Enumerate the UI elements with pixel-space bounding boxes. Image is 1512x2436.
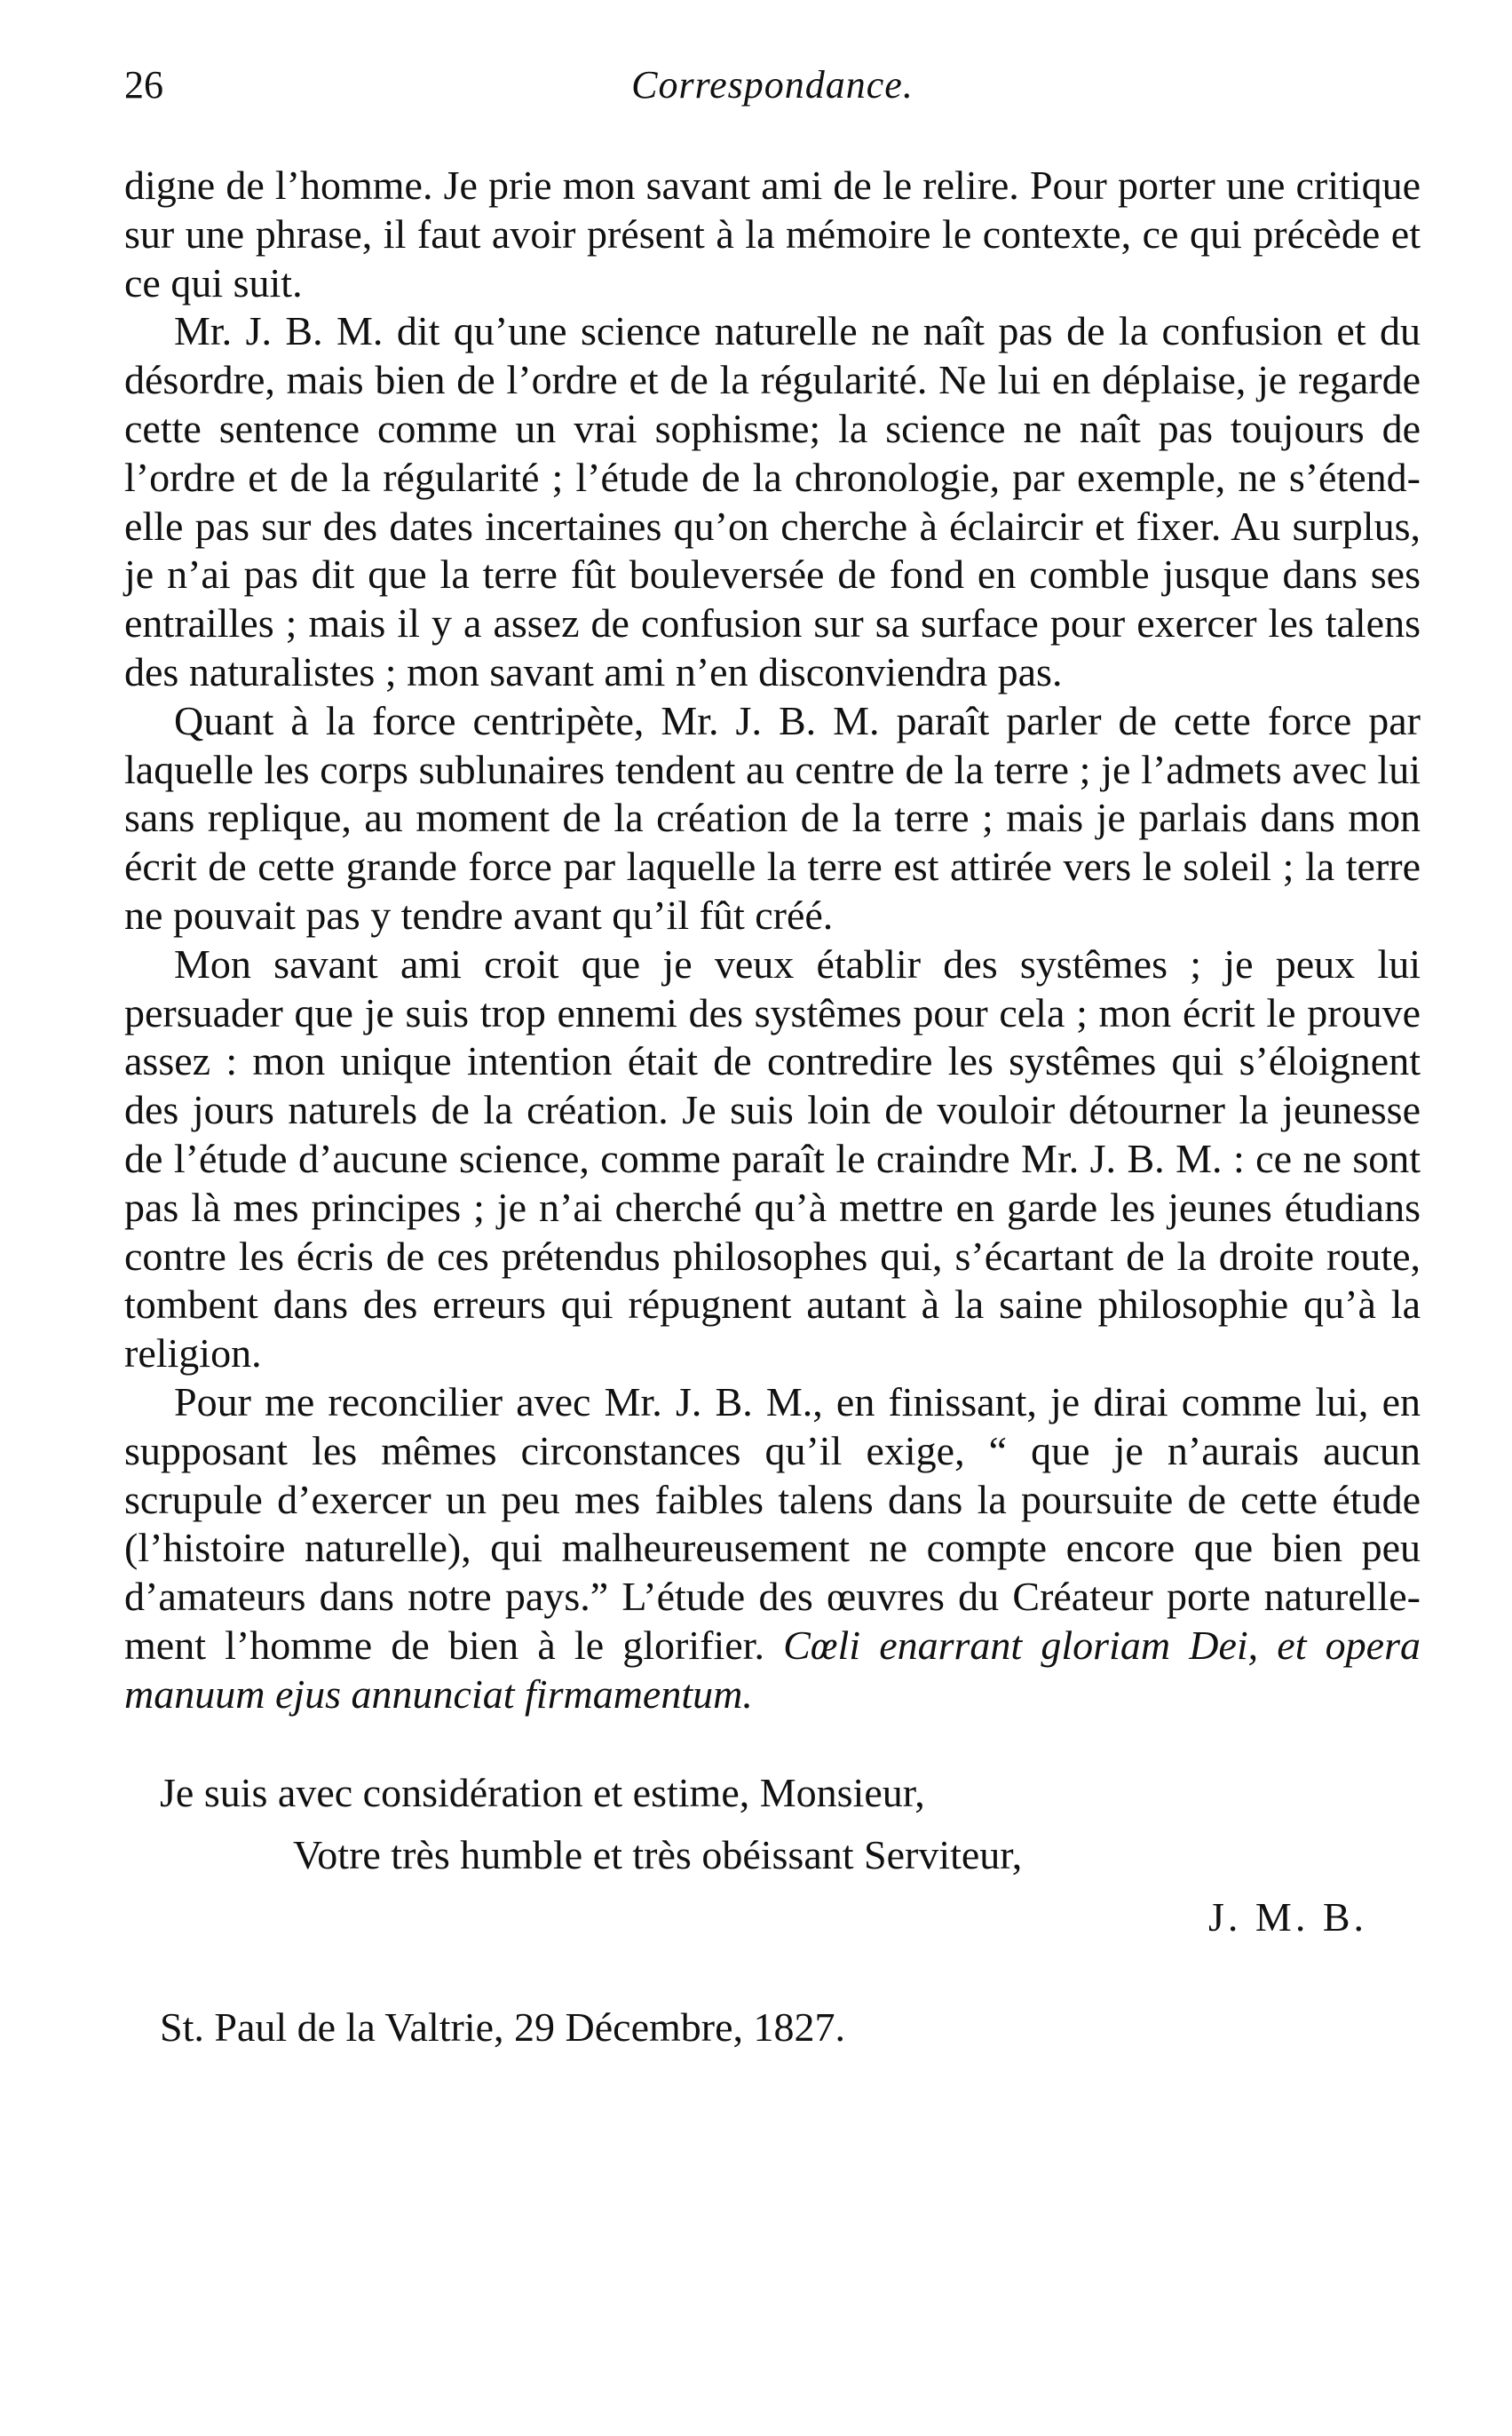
running-head bbox=[124, 62, 1421, 124]
closing-servant-line: Votre très humble et très obéissant Serviteur, bbox=[293, 1831, 1023, 1877]
conclusion-text: Pour me reconcilier avec Mr. J. B. M., en finissant, je dirai comme lui, en supposant les mêmes circonstances qu’il exige, “ que je n’aurais aucun scrupule d’exercer un peu mes faibles talens dans la poursuite de cette étude (l’histoire naturelle), qui malheureusement ne compte encore que bien peu d’amateurs dans notre pays.” L’étude des œuvres du Créateur porte naturellement l’homme de bien à le glorifier. bbox=[124, 1378, 1421, 1668]
paragraph-natural-science: Mr. J. B. M. dit qu’une science naturelle ne naît pas de la confusion et du désordre, mais bien de l’ordre et de la régularité. Ne lui en déplaise, je regarde cette sentence comme un vrai sophisme; la science ne naît pas toujours de l’ordre et de la régularité ; l’étude de la chronologie, par exemple, ne s’étend-elle pas sur des dates incertaines qu’on cherche à éclaircir et fixer. Au surplus, je n’ai pas dit que la terre fût bouleversée de fond en comble jusque dans ses entrailles ; mais il y a assez de confusion sur sa surface pour exercer les talens des naturalistes ; mon savant ami n’en disconviendra pas. bbox=[124, 308, 1421, 694]
latin-quotation: Cœli enarrant gloriam Dei, et opera manuum ejus annunciat firmamentum. bbox=[124, 1622, 1421, 1717]
signature-initials: J. M. B. bbox=[1208, 1893, 1367, 1940]
running-title: Correspondance. bbox=[631, 63, 914, 107]
document-page bbox=[124, 62, 1421, 2051]
paragraph-centripetal-force: Quant à la force centripète, Mr. J. B. M. paraît parler de cette force par laquelle les corps sublunaires tendent au centre de la terre ; je l’admets avec lui sans replique, au moment de la création de la terre ; mais je parlais dans mon écrit de cette grande force par laquelle la terre est attirée vers le soleil ; la terre ne pouvait pas y tendre avant qu’il fût créé. bbox=[124, 697, 1421, 938]
closing-salutation: Je suis avec considération et estime, Monsieur, bbox=[160, 1769, 925, 1815]
page-number: 26 bbox=[124, 63, 163, 107]
letter-body bbox=[124, 162, 1421, 1719]
closing-block bbox=[124, 1762, 1421, 1948]
paragraph-conclusion bbox=[124, 1378, 1421, 1719]
paragraph-systems: Mon savant ami croit que je veux établir des systêmes ; je peux lui persuader que je suis trop ennemi des systêmes pour cela ; mon écrit le prouve assez : mon unique intention était de contredire les systêmes qui s’éloignent des jours naturels de la création. Je suis loin de vouloir détourner la jeunesse de l’étude d’aucune science, comme paraît le craindre Mr. J. B. M. : ce ne sont pas là mes principes ; je n’ai cherché qu’à mettre en garde les jeunes étudians contre les écris de ces prétendus philosophes qui, s’écartant de la droite route, tombent dans des erreurs qui répugnent autant à la saine philosophie qu’à la religion. bbox=[124, 940, 1421, 1377]
dateline: St. Paul de la Valtrie, 29 Décembre, 1827. bbox=[160, 2004, 846, 2050]
paragraph-continuation: digne de l’homme. Je prie mon savant ami de le relire. Pour porter une critique sur une phrase, il faut avoir présent à la mémoire le contexte, ce qui précède et ce qui suit. bbox=[124, 163, 1421, 305]
